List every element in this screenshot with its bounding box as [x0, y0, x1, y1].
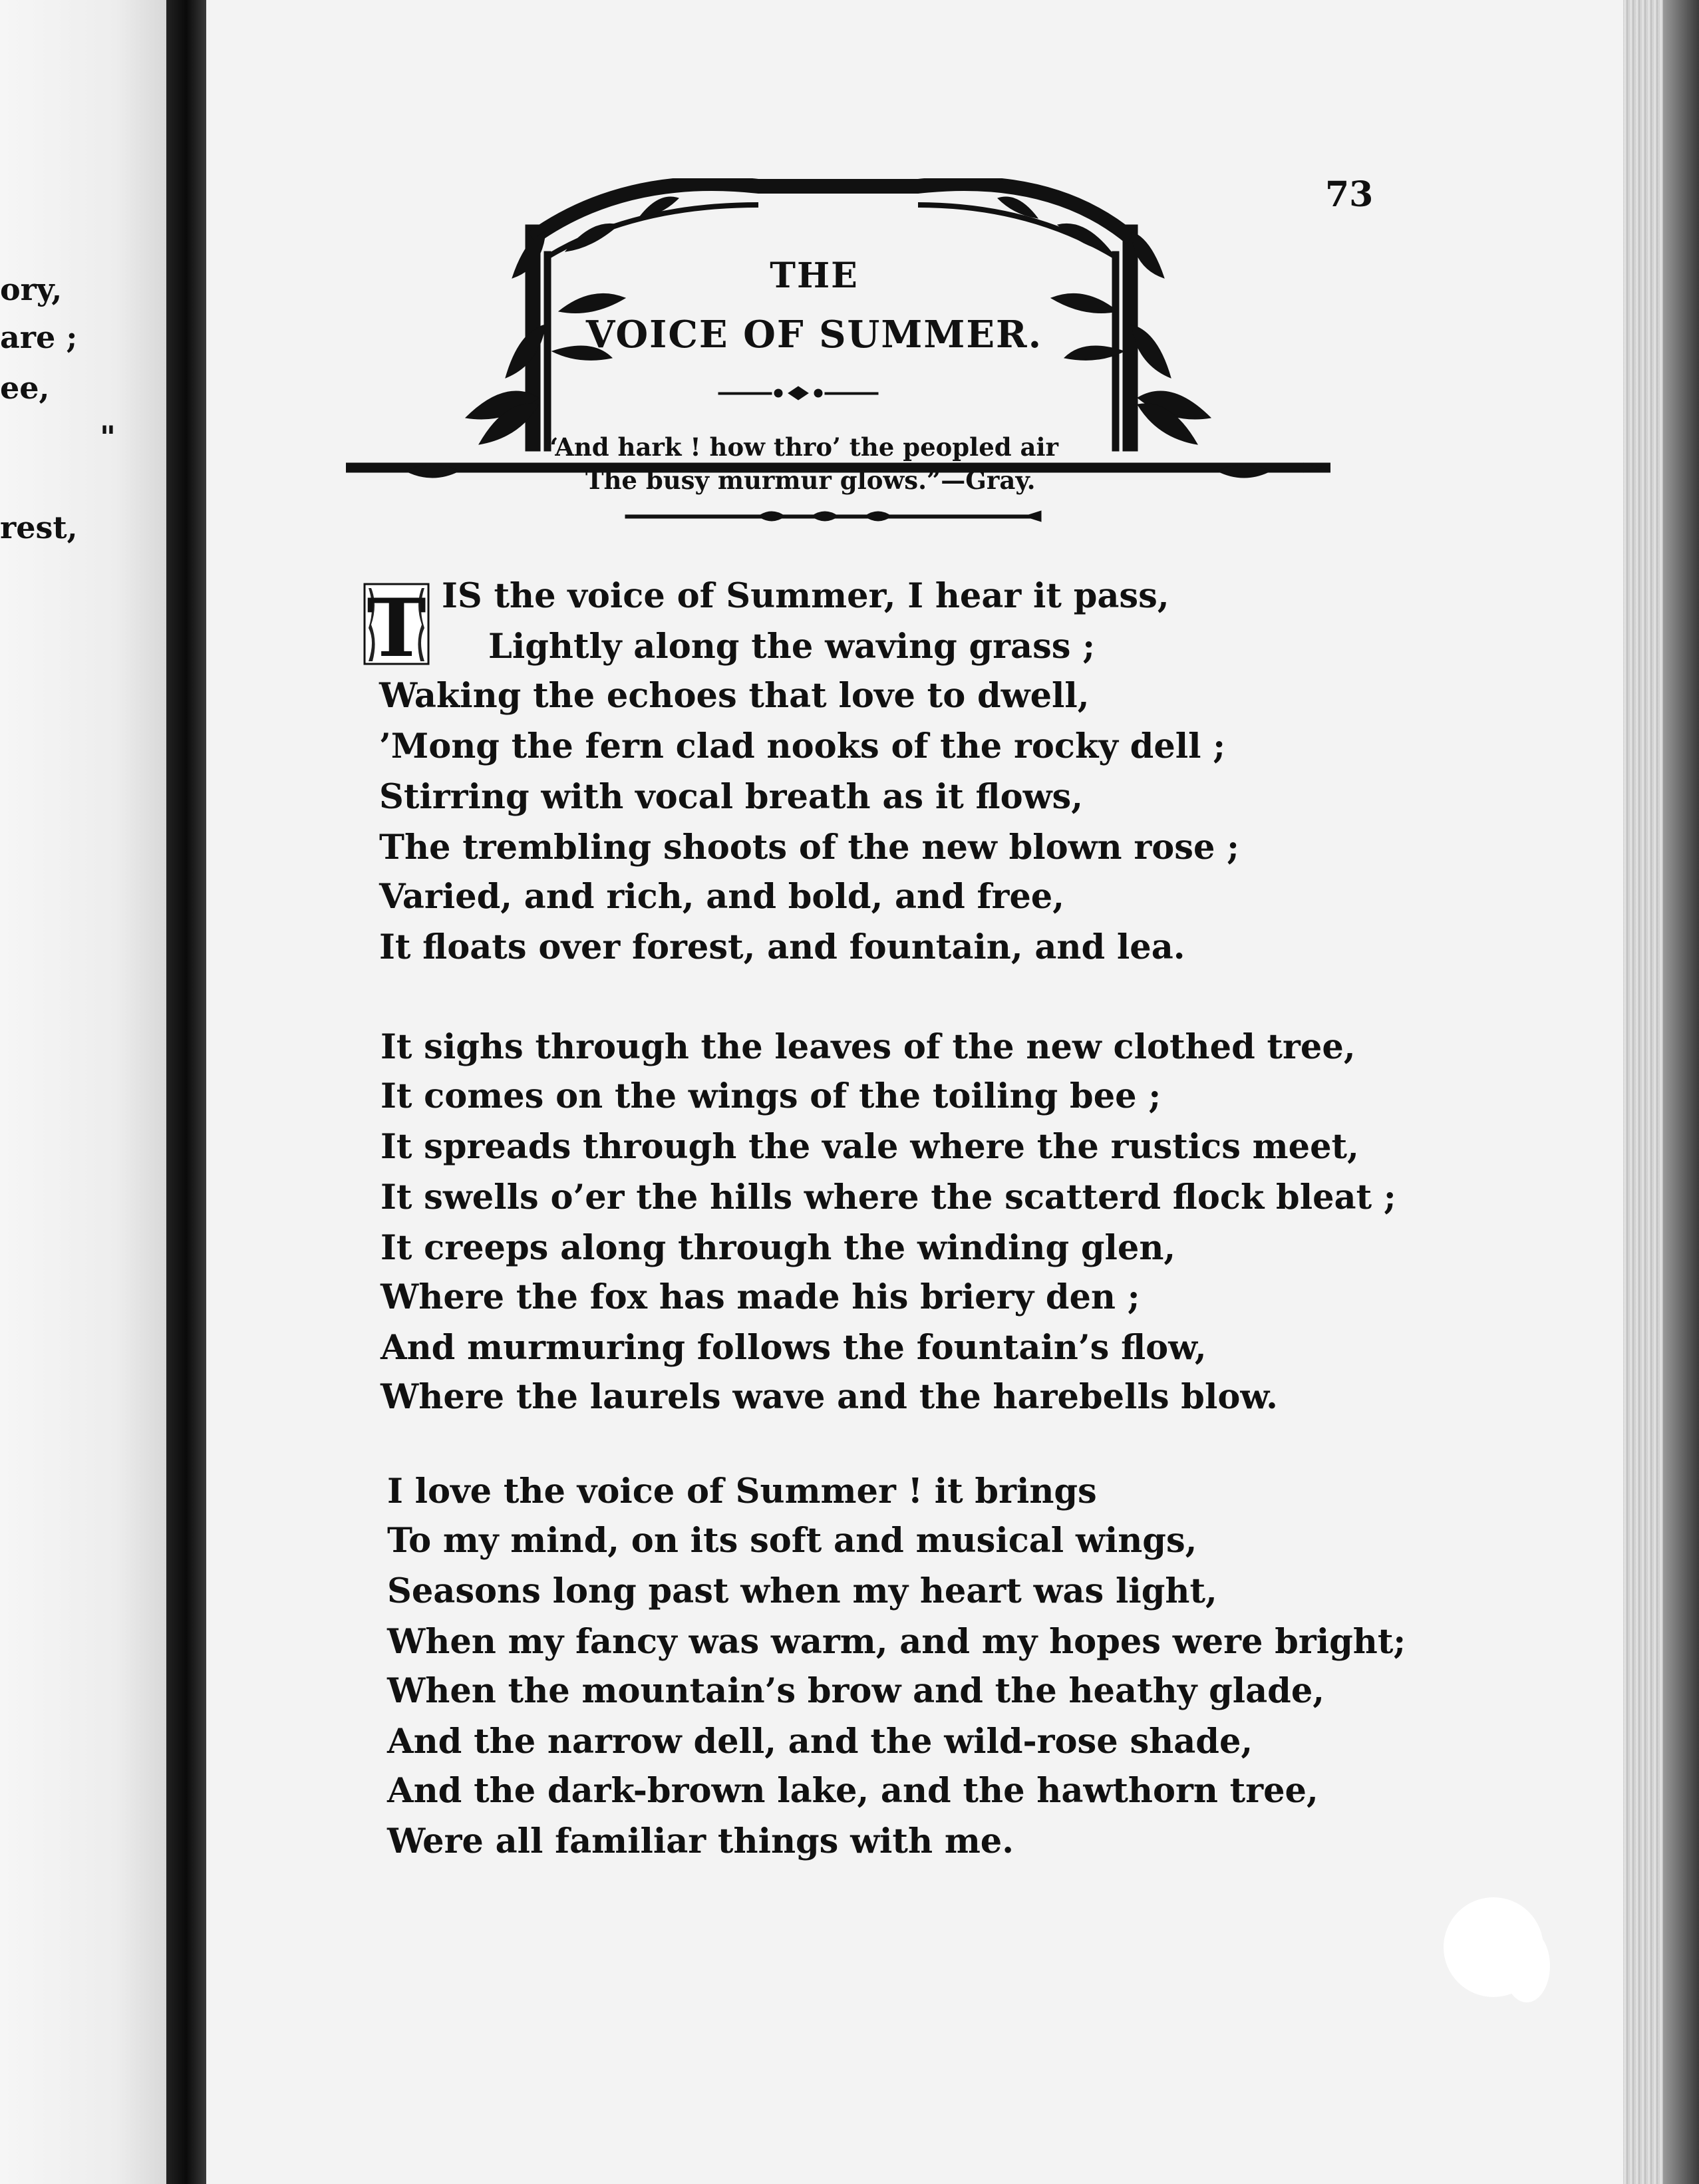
title-line-the: THE [770, 255, 859, 296]
poem-line: It sighs through the leaves of the new clothed tree, [381, 1027, 1356, 1067]
epigraph-line: “And hark ! how thro’ the peopled air [544, 432, 1059, 462]
poem-line: When the mountain’s brow and the heathy glade, [387, 1671, 1325, 1711]
poem-line: And the narrow dell, and the wild-rose shade, [387, 1722, 1253, 1762]
poem-line: It comes on the wings of the toiling bee ; [381, 1076, 1161, 1116]
poem-line: The trembling shoots of the new blown rose ; [379, 828, 1239, 867]
poem-line: To my mind, on its soft and musical wings, [387, 1521, 1197, 1561]
poem-line: And murmuring follows the fountain’s flow, [381, 1328, 1207, 1368]
left-page-fragment: ee, [0, 370, 50, 406]
ornamental-drop-cap [359, 571, 434, 671]
left-page-fragment: are ; [0, 319, 78, 355]
poem-line: Seasons long past when my heart was light, [387, 1571, 1217, 1611]
paper-blemish [1503, 1929, 1550, 2002]
poem-line: It spreads through the vale where the rustics meet, [381, 1127, 1359, 1167]
poem-line: And the dark-brown lake, and the hawthorn tree, [387, 1771, 1318, 1811]
left-page-fragment: ory, [0, 271, 63, 307]
poem-line: It swells o’er the hills where the scatterd flock bleat ; [381, 1177, 1396, 1217]
poem-line: Where the laurels wave and the harebells blow. [381, 1377, 1278, 1417]
poem-line: It creeps along through the winding glen, [381, 1228, 1176, 1268]
title-line-voice-of-summer: VOICE OF SUMMER. [585, 313, 1043, 357]
epigraph-line: The busy murmur glows.”—Gray. [585, 466, 1036, 495]
poem-line: Stirring with vocal breath as it flows, [379, 777, 1084, 817]
poem-line: When my fancy was warm, and my hopes were bright; [387, 1622, 1406, 1662]
left-page-fragment: rest, [0, 510, 78, 546]
poem-line: IS the voice of Summer, I hear it pass, [442, 576, 1169, 616]
poem-line: Waking the echoes that love to dwell, [379, 676, 1090, 716]
poem-line: I love the voice of Summer ! it brings [387, 1472, 1097, 1511]
poem-line: Where the fox has made his briery den ; [381, 1277, 1140, 1317]
poem-line: Varied, and rich, and bold, and free, [379, 877, 1064, 917]
poem-line: It floats over forest, and fountain, and lea. [379, 927, 1185, 967]
page-number: 73 [1325, 174, 1374, 215]
drop-cap-letter: T [367, 581, 426, 671]
page-edge-shadow [1663, 0, 1699, 2184]
left-page-fragment: " [100, 419, 116, 455]
poem-line: Were all familiar things with me. [387, 1821, 1014, 1861]
poem-line: Lightly along the waving grass ; [488, 627, 1096, 667]
poem-line: ’Mong the fern clad nooks of the rocky dell ; [379, 726, 1226, 766]
